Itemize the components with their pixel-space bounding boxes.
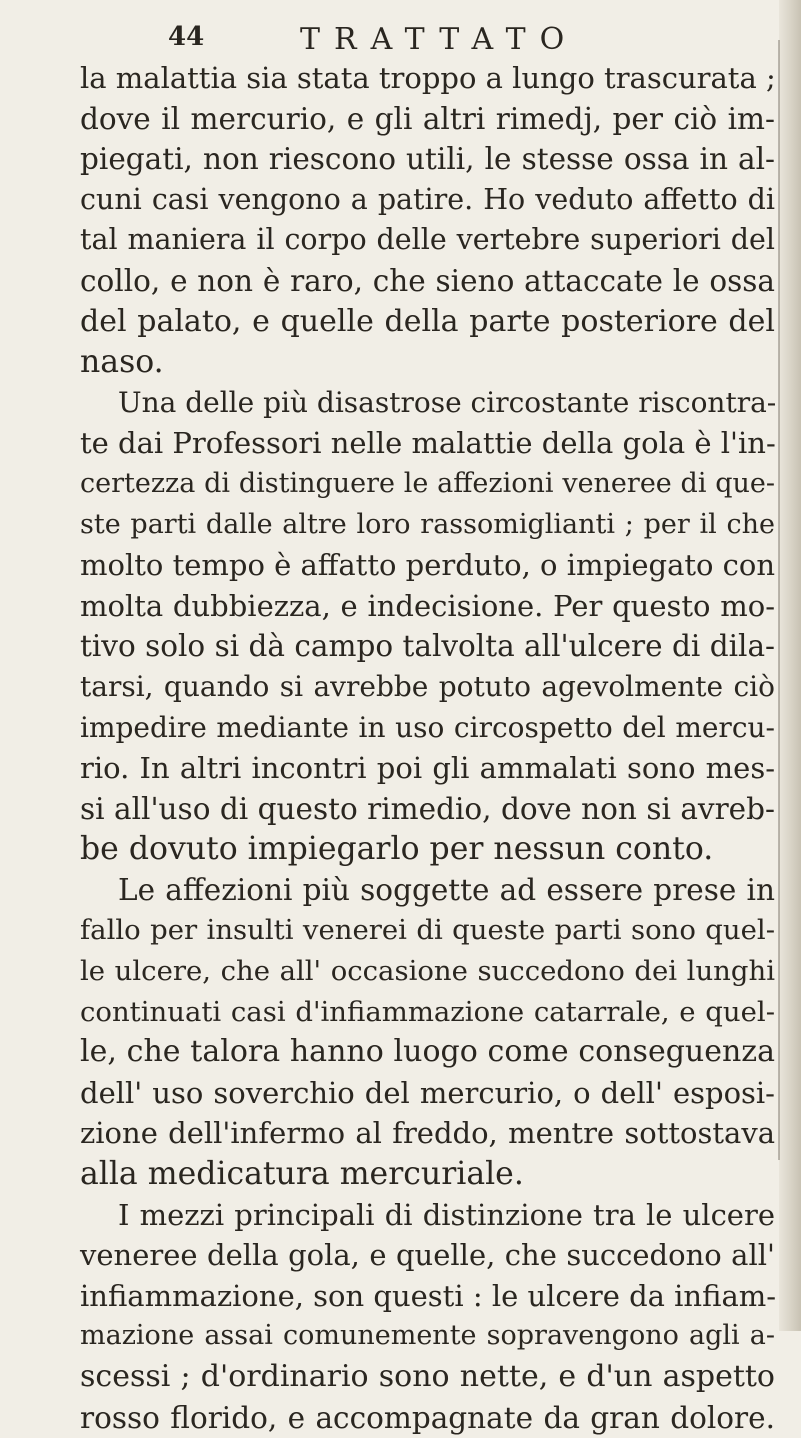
text-line: certezza di distinguere le affezioni veneree di que- xyxy=(80,467,775,499)
text-line: dove il mercurio, e gli altri rimedj, per ciò im- xyxy=(80,101,775,136)
page-number: 44 xyxy=(168,22,205,52)
text-line: be dovuto impiegarlo per nessun conto. xyxy=(80,831,714,868)
text-line: Le affezioni più soggette ad essere prese in xyxy=(118,872,775,907)
text-line: rio. In altri incontri poi gli ammalati sono mes- xyxy=(80,751,775,786)
text-line: impedire mediante in uso circospetto del mercu- xyxy=(80,710,775,744)
text-line: tivo solo si dà campo talvolta all'ulcere di dila- xyxy=(80,629,775,664)
text-line: mazione assai comunemente sopravengono agli a- xyxy=(80,1320,775,1352)
text-line: te dai Professori nelle malattie della gola è l'in- xyxy=(80,426,776,461)
text-line: tarsi, quando si avrebbe potuto agevolmente ciò xyxy=(80,669,775,703)
text-line: infiammazione, son questi : le ulcere da infiam- xyxy=(80,1278,777,1313)
text-line: si all'uso di questo rimedio, dove non si avreb- xyxy=(80,791,775,826)
text-line: le ulcere, che all' occasione succedono dei lunghi xyxy=(80,955,775,988)
text-line: piegati, non riescono utili, le stesse ossa in al- xyxy=(80,142,775,177)
text-line: alla medicatura mercuriale. xyxy=(80,1156,524,1193)
text-line: la malattia sia stata troppo a lungo trascurata ; xyxy=(80,61,776,95)
running-title: TRATTATO xyxy=(300,22,579,57)
text-line: zione dell'infermo al freddo, mentre sottostava xyxy=(80,1116,775,1151)
text-line: le, che talora hanno luogo come conseguenza xyxy=(80,1034,775,1070)
text-line: dell' uso soverchio del mercurio, o dell' esposi- xyxy=(80,1075,775,1110)
text-line: rosso florido, e accompagnate da gran dolore. xyxy=(80,1400,775,1435)
text-line: scessi ; d'ordinario sono nette, e d'un aspetto xyxy=(80,1359,775,1394)
text-line: tal maniera il corpo delle vertebre superiori del xyxy=(80,223,775,257)
text-line: I mezzi principali di distinzione tra le ulcere xyxy=(118,1197,775,1232)
text-line: cuni casi vengono a patire. Ho veduto affetto di xyxy=(80,182,775,216)
text-line: continuati casi d'infiammazione catarrale, e quel- xyxy=(80,995,775,1028)
text-line: ste parti dalle altre loro rassomiglianti ; per il che xyxy=(80,508,775,540)
text-line: collo, e non è raro, che sieno attaccate le ossa xyxy=(80,263,775,298)
gutter-shadow xyxy=(778,40,780,1160)
text-line: fallo per insulti venerei di queste parti sono quel- xyxy=(80,914,775,947)
text-line: del palato, e quelle della parte posteriore del xyxy=(80,303,775,339)
text-line: molta dubbiezza, e indecisione. Per questo mo- xyxy=(80,588,775,623)
text-line: naso. xyxy=(80,344,164,381)
page-edge xyxy=(779,0,801,1331)
text-line: molto tempo è affatto perduto, o impiegato con xyxy=(80,548,776,583)
body-text xyxy=(80,58,775,1438)
text-line: Una delle più disastrose circostante riscontra- xyxy=(118,385,777,419)
text-line: veneree della gola, e quelle, che succedono all' xyxy=(80,1238,775,1273)
